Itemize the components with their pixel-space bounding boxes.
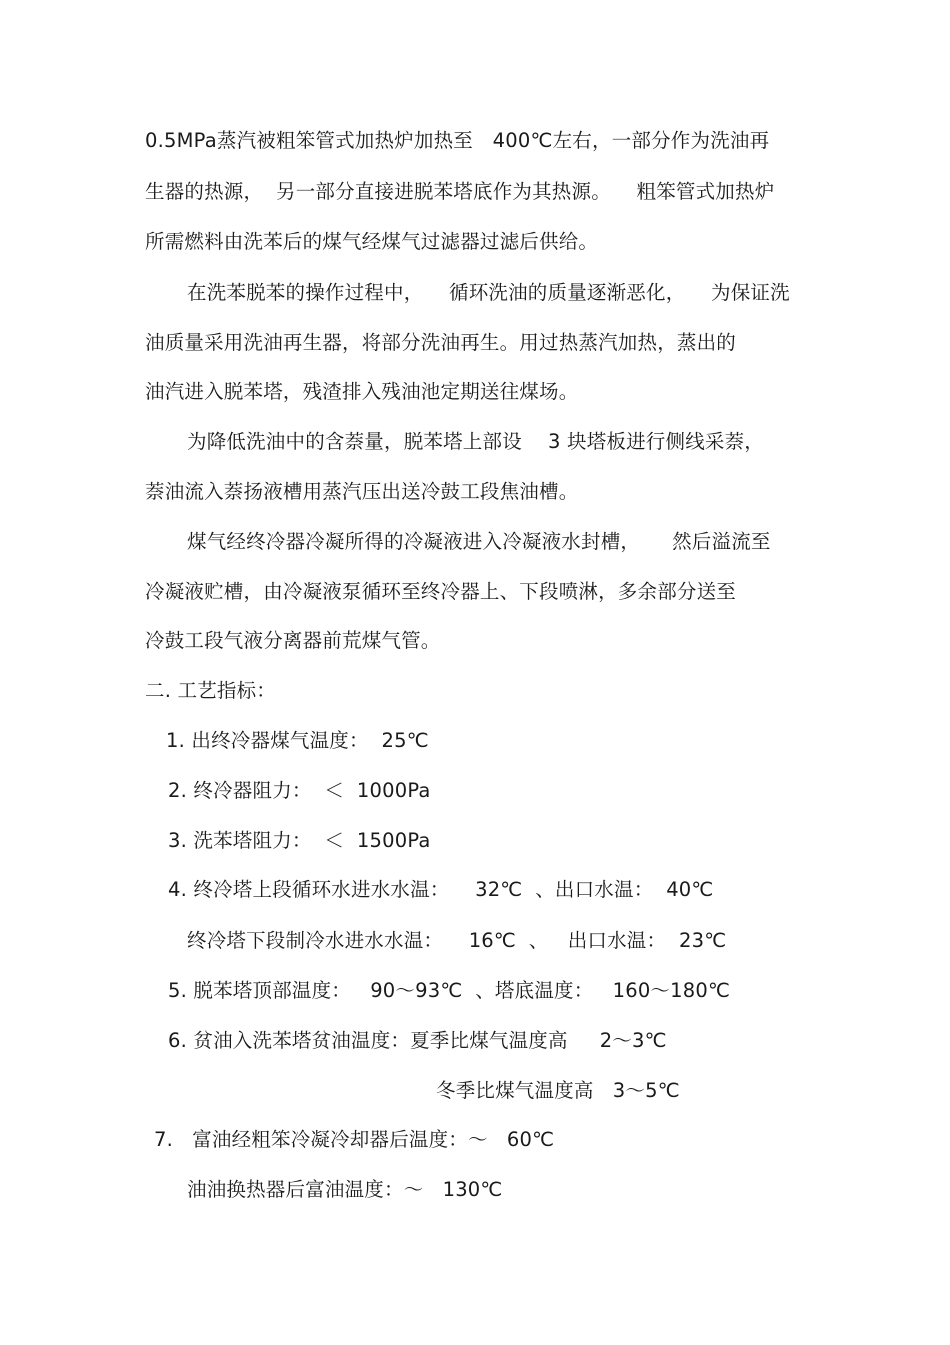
paragraph-4-line-1: 煤气经终冷器冷凝所得的冷凝液进入冷凝液水封槽， 然后溢流至 — [187, 530, 771, 553]
section-heading: 二. 工艺指标： — [145, 679, 276, 702]
item-7-line-1: 7. 富油经粗笨冷凝冷却器后温度：～ 60℃ — [154, 1128, 555, 1151]
paragraph-1-line-1: 0.5MPa蒸汽被粗笨管式加热炉加热至 400℃左右，一部分作为洗油再 — [145, 129, 770, 152]
paragraph-1-line-2: 生器的热源， 另一部分直接进脱苯塔底作为其热源。 粗笨管式加热炉 — [145, 180, 775, 203]
item-6-line-2: 冬季比煤气温度高 3～5℃ — [436, 1079, 680, 1102]
item-4-line-1: 4. 终冷塔上段循环水进水水温： 32℃ 、出口水温： 40℃ — [168, 878, 714, 901]
item-5: 5. 脱苯塔顶部温度： 90～93℃ 、塔底温度： 160～180℃ — [168, 979, 731, 1002]
item-6-line-1: 6. 贫油入洗苯塔贫油温度：夏季比煤气温度高 2～3℃ — [168, 1029, 667, 1052]
paragraph-4-line-3: 冷鼓工段气液分离器前荒煤气管。 — [145, 629, 441, 652]
paragraph-3-line-2: 萘油流入萘扬液槽用蒸汽压出送冷鼓工段焦油槽。 — [145, 480, 579, 503]
paragraph-3-line-1: 为降低洗油中的含萘量，脱苯塔上部设 3 块塔板进行侧线采萘， — [187, 430, 765, 453]
item-3: 3. 洗苯塔阻力： ＜ 1500Pa — [168, 829, 431, 852]
item-4-line-2: 终冷塔下段制冷水进水水温： 16℃ 、 出口水温： 23℃ — [187, 929, 727, 952]
item-1: 1. 出终冷器煤气温度： 25℃ — [166, 729, 429, 752]
paragraph-2-line-2: 油质量采用洗油再生器，将部分洗油再生。用过热蒸汽加热，蒸出的 — [145, 331, 737, 354]
paragraph-4-line-2: 冷凝液贮槽，由冷凝液泵循环至终冷器上、下段喷淋，多余部分送至 — [145, 580, 737, 603]
item-2: 2. 终冷器阻力： ＜ 1000Pa — [168, 779, 431, 802]
paragraph-2-line-3: 油汽进入脱苯塔，残渣排入残油池定期送往煤场。 — [145, 380, 579, 403]
paragraph-2-line-1: 在洗苯脱苯的操作过程中， 循环洗油的质量逐渐恶化， 为保证洗 — [187, 281, 790, 304]
paragraph-1-line-3: 所需燃料由洗苯后的煤气经煤气过滤器过滤后供给。 — [145, 230, 599, 253]
item-7-line-2: 油油换热器后富油温度：～ 130℃ — [187, 1178, 503, 1201]
